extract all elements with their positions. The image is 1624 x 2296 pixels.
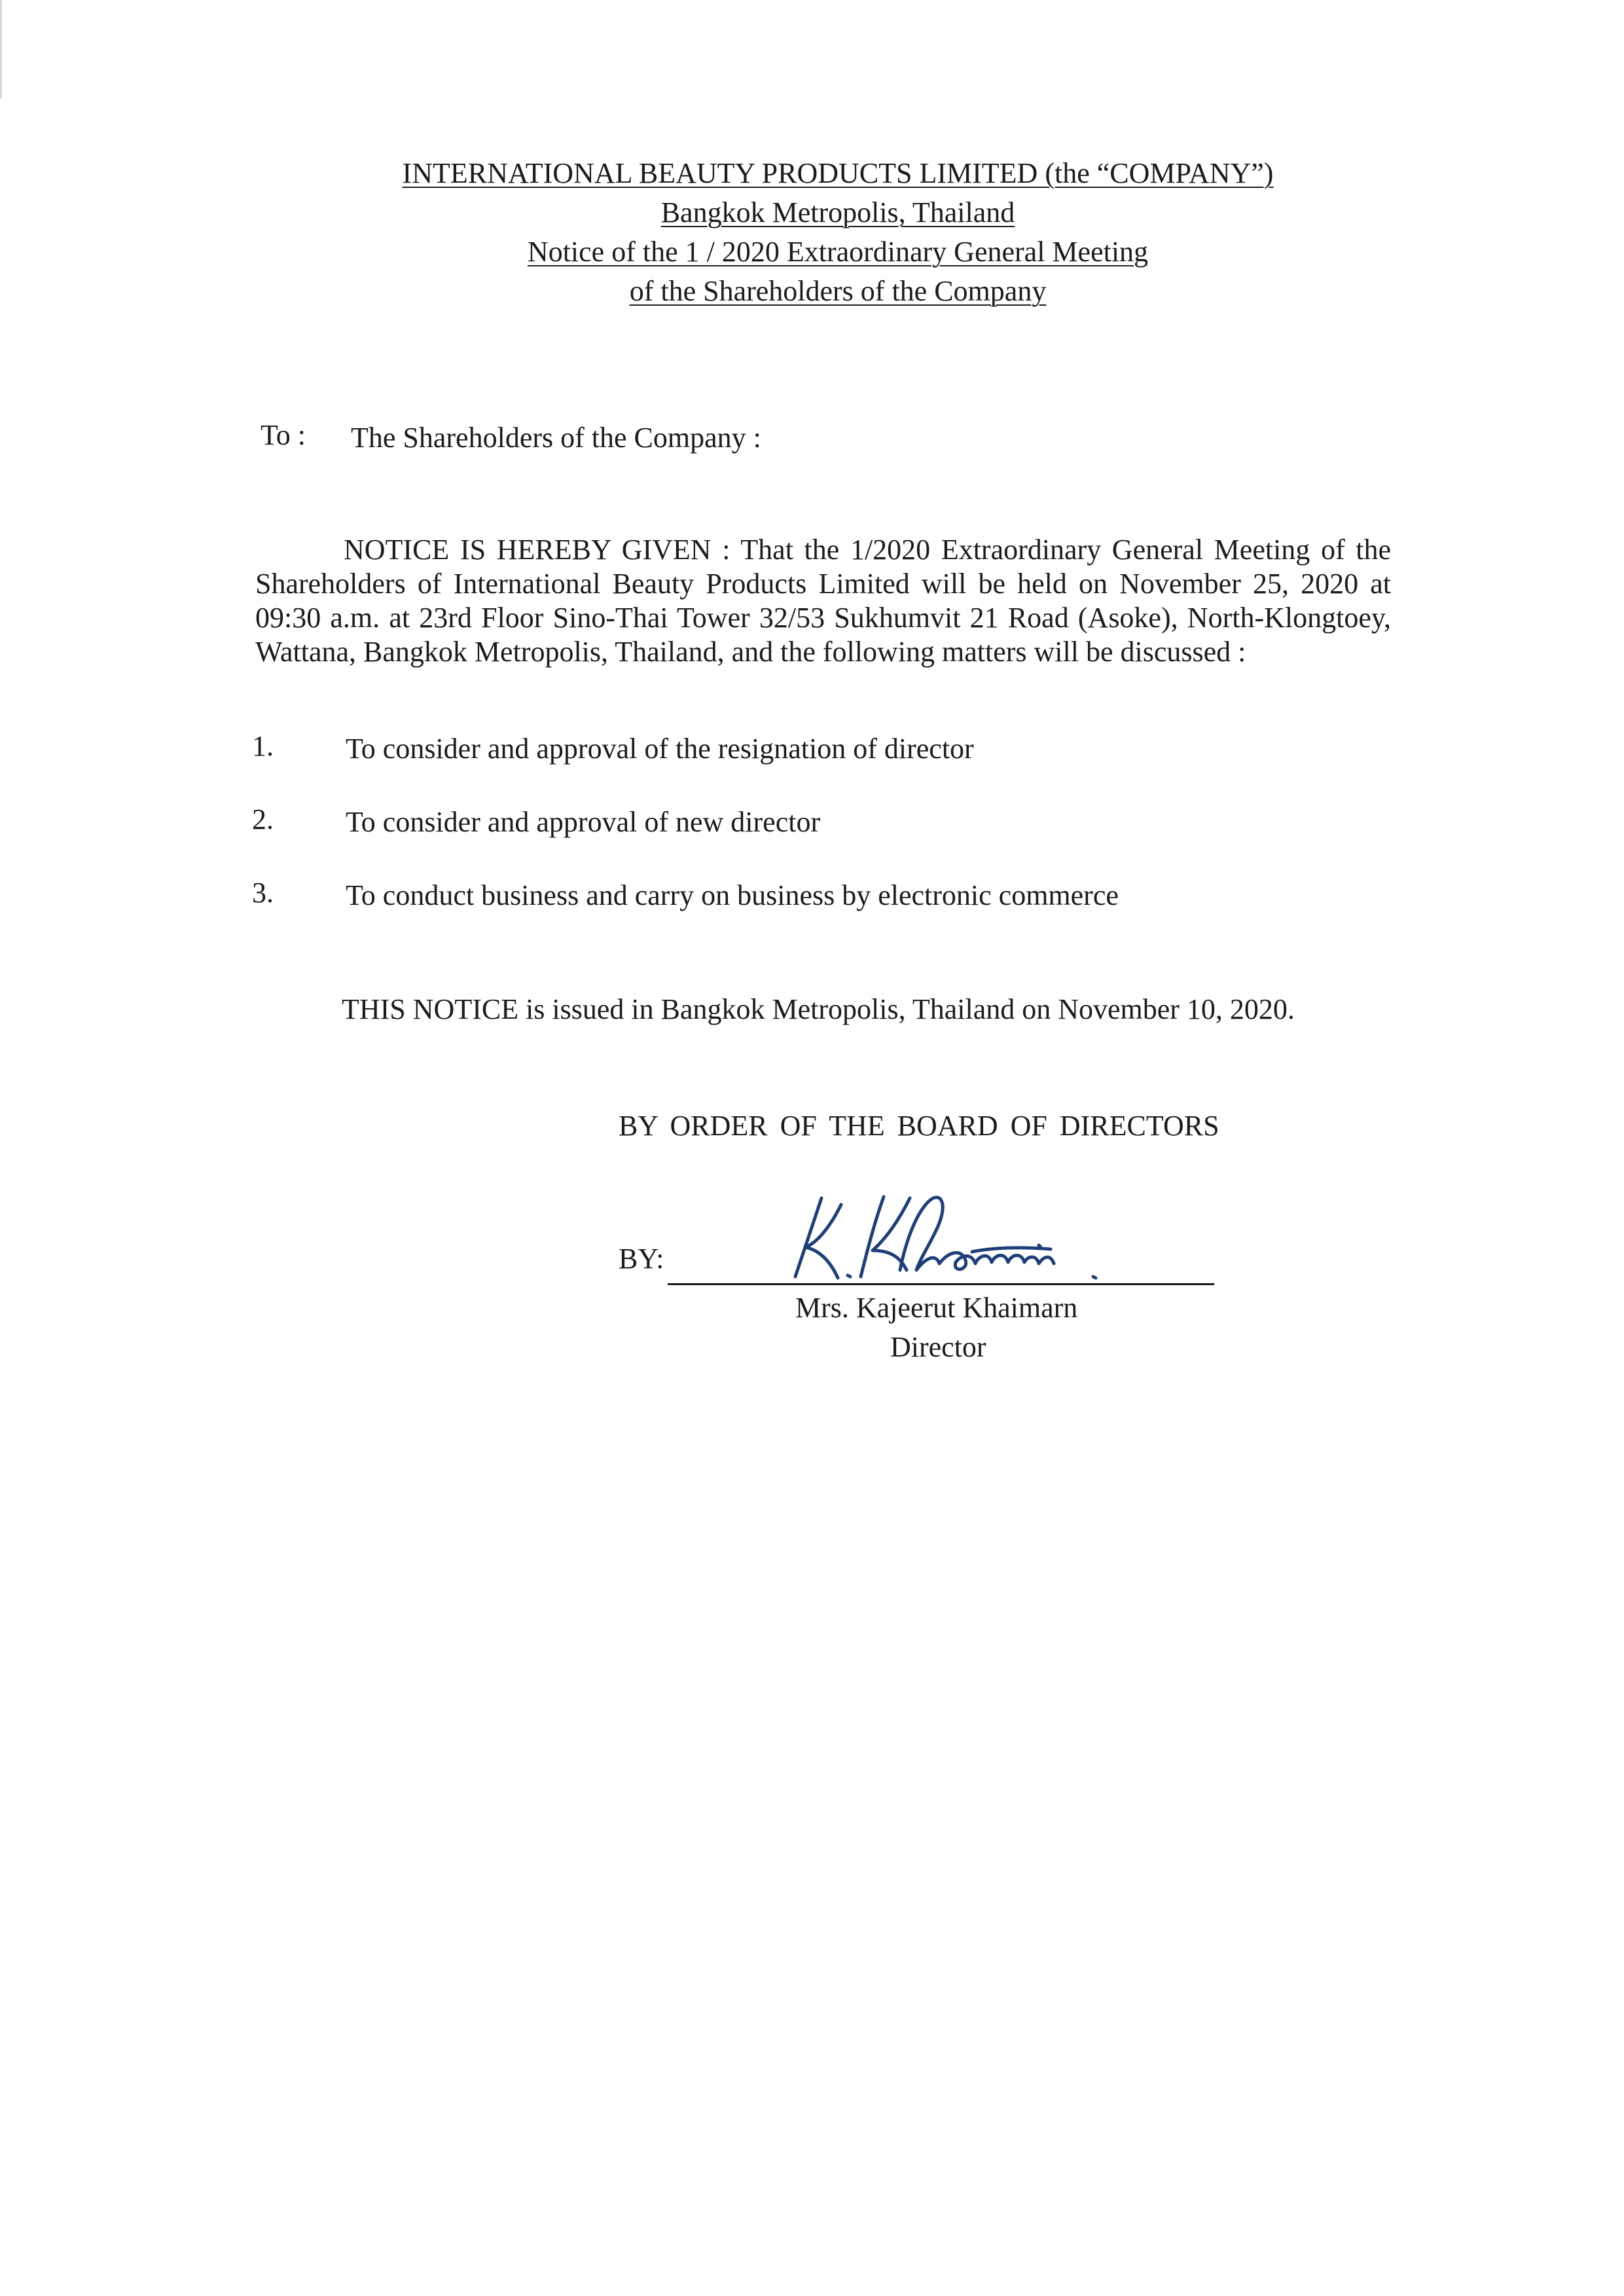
agenda-text: To consider and approval of new director — [346, 806, 821, 838]
handwritten-signature — [776, 1178, 1116, 1296]
scan-edge-mark — [0, 0, 2, 98]
agenda-list — [252, 727, 1430, 947]
agenda-number: 1. — [252, 730, 274, 762]
agenda-text: To consider and approval of the resignation of director — [346, 733, 974, 765]
addressee-value: The Shareholders of the Company : — [351, 422, 761, 454]
notice-paragraph: NOTICE IS HEREBY GIVEN : That the 1/2020 Extraordinary General Meeting of the Shareholders of International Beauty Products Limited will be held on November 25, 2020 at 09:30 a.m. at 23rd Floor Sino-Thai Tower 32/53 Sukhumvit 21 Road (Asoke), North-Klongtoey, Wattana, Bangkok Metropolis, Thailand, and the following matters will be discussed : — [255, 534, 1391, 668]
agenda-item — [252, 800, 1430, 873]
signature-by-label: BY: — [619, 1243, 664, 1275]
signer-title: Director — [890, 1331, 986, 1363]
agenda-number: 2. — [252, 803, 274, 835]
agenda-item — [252, 727, 1430, 800]
document-header — [249, 154, 1427, 311]
signer-name: Mrs. Kajeerut Khaimarn — [795, 1292, 1078, 1324]
agenda-item — [252, 873, 1430, 947]
agenda-text: To conduct business and carry on business by electronic commerce — [346, 879, 1119, 911]
meeting-subtitle: of the Shareholders of the Company — [629, 275, 1047, 307]
board-order-line: BY ORDER OF THE BOARD OF DIRECTORS — [619, 1110, 1219, 1142]
signature-line — [668, 1283, 1214, 1285]
issued-statement: THIS NOTICE is issued in Bangkok Metropolis, Thailand on November 10, 2020. — [342, 993, 1295, 1025]
company-location: Bangkok Metropolis, Thailand — [660, 196, 1015, 228]
meeting-title: Notice of the 1 / 2020 Extraordinary General Meeting — [527, 236, 1149, 268]
addressee-label: To : — [261, 419, 306, 451]
company-name: INTERNATIONAL BEAUTY PRODUCTS LIMITED (the “COMPANY”) — [402, 157, 1274, 189]
agenda-number: 3. — [252, 877, 274, 909]
